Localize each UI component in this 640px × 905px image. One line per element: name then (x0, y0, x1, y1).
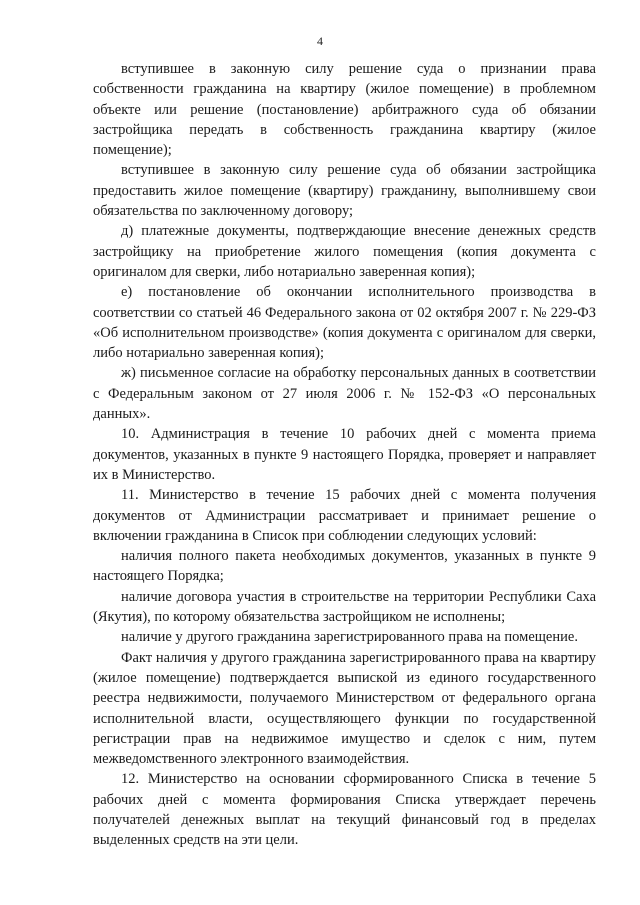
paragraph-clause-11: 11. Министерство в течение 15 рабочих дней с момента получения документов от Администрации рассматривает и принимает решение о включении гражданина в Список при соблюдении следующих условий: (93, 487, 596, 544)
page-number: 4 (317, 34, 323, 48)
paragraph-court-decision-obligation: вступившее в законную силу решение суда об обязании застройщика предоставить жилое помещение (квартиру) гражданину, выполнившему свои обязательства по заключенному договору; (93, 162, 596, 220)
paragraph-item-zh-personal-data-consent: ж) письменное согласие на обработку персональных данных в соответствии с Федеральным законом от 27 июля 2006 г. № 152-ФЗ «О персональных данных». (93, 365, 596, 423)
paragraph-condition-contract: наличие договора участия в строительстве на территории Республики Саха (Якутия), по которому обязательства застройщиком не исполнены; (93, 588, 596, 626)
paragraph-item-e-enforcement-resolution: е) постановление об окончании исполнительного производства в соответствии со статьей 46 Федерального закона от 02 октября 2007 г. № 229-ФЗ «Об исполнительном производстве» (копия документа с оригиналом для сверки, либо нотариально заверенная копия); (93, 284, 596, 362)
paragraph-clause-12: 12. Министерство на основании сформированного Списка в течение 5 рабочих дней с момента формирования Списка утверждает перечень получателей денежных выплат на текущий финансовый год в пределах выделенных средств на эти цели. (93, 771, 596, 849)
paragraph-condition-registered-right: наличие у другого гражданина зарегистрированного права на помещение. (121, 629, 578, 646)
paragraph-registered-right-fact: Факт наличия у другого гражданина зарегистрированного права на квартиру (жилое помещение) подтверждается выпиской из единого государственного реестра недвижимости, получаемого Министерством от федерального органа исполнительной власти, осуществляющего функции по государственной регистрации прав на недвижимое имущество и сделок с ним, путем межведомственного электронного взаимодействия. (93, 649, 596, 768)
paragraph-court-decision-ownership: вступившее в законную силу решение суда о признании права собственности гражданина на квартиру (жилое помещение) в проблемном объекте или решение (постановление) арбитражного суда об обязании застройщика передать в собственность гражданина квартиру (жилое помещение); (93, 61, 596, 159)
paragraph-condition-full-package: наличия полного пакета необходимых документов, указанных в пункте 9 настоящего Порядка; (93, 548, 596, 585)
document-body (93, 59, 596, 851)
paragraph-item-d-payment-documents: д) платежные документы, подтверждающие внесение денежных средств застройщику на приобретение жилого помещения (копия документа с оригиналом для сверки, либо нотариально заверенная копия); (93, 223, 596, 280)
paragraph-clause-10: 10. Администрация в течение 10 рабочих дней с момента приема документов, указанных в пункте 9 настоящего Порядка, проверяет и направляет их в Министерство. (93, 426, 596, 483)
